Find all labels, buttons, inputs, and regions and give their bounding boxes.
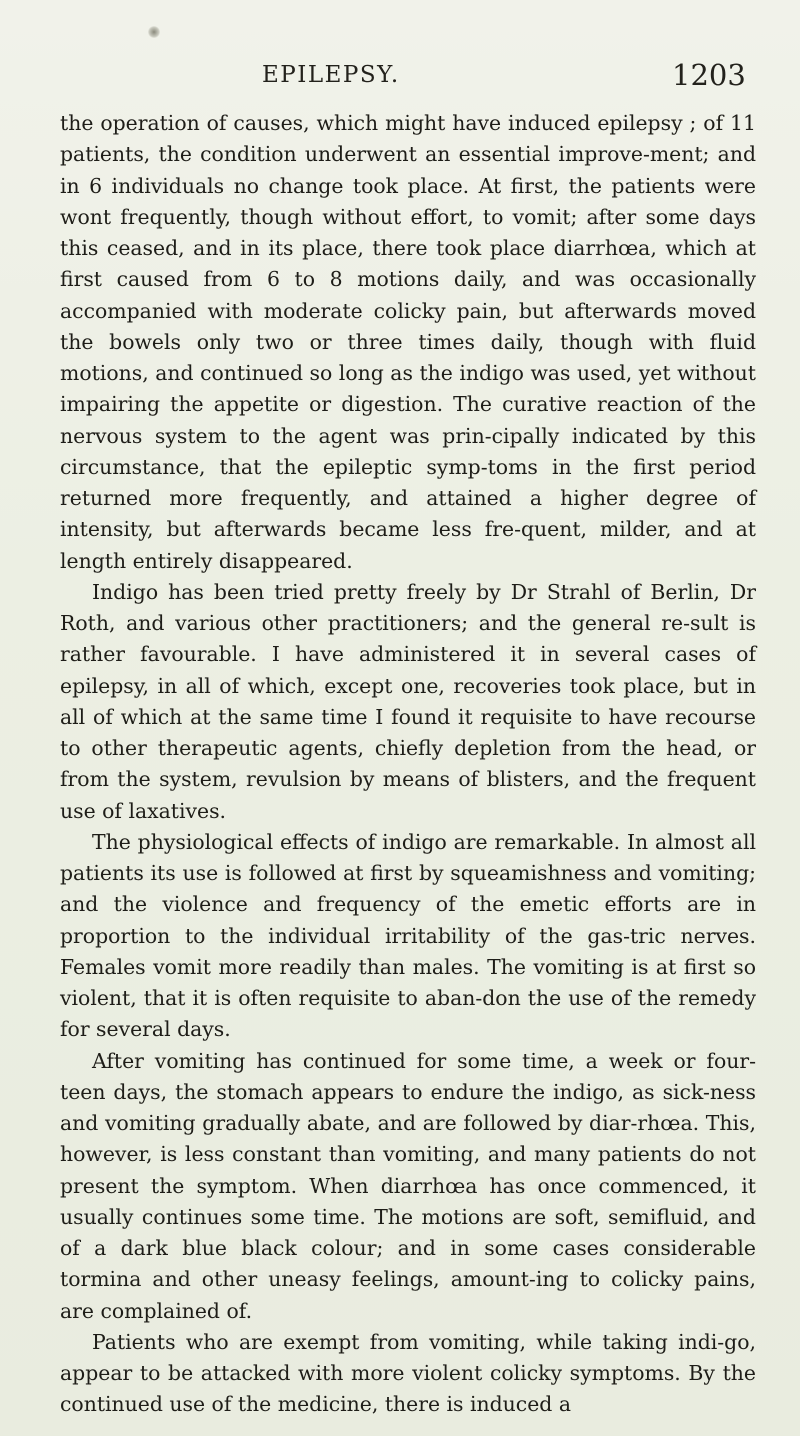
paragraph-continued: the operation of causes, which might have induced epilepsy ; of 11 patients, the condition underwent an essential improve-ment; and in 6 individuals no change took place. At first, the patients were wont frequently, though without effort, to vomit; after some days this ceased, and in its place, there took place diarrhœa, which at first caused from 6 to 8 motions daily, and was occasionally accompanied with moderate colicky pain, but afterwards moved the bowels only two or three times daily, though with fluid motions, and continued so long as the indigo was used, yet without impairing the appetite or digestion. The curative reaction of the nervous system to the agent was prin-cipally indicated by this circumstance, that the epileptic symp-toms in the first period returned more frequently, and attained a higher degree of intensity, but afterwards became less fre-quent, milder, and at length entirely disappeared.: [60, 111, 756, 573]
page-number: 1203: [672, 58, 746, 92]
ink-smudge: [148, 26, 160, 38]
paragraph-exempt-patients: Patients who are exempt from vomiting, while taking indi-go, appear to be attacked with more violent colicky symptoms. By the continued use of the medicine, there is induced a: [60, 1329, 756, 1417]
paragraph-indigo-trials: Indigo has been tried pretty freely by Dr Strahl of Berlin, Dr Roth, and various other practitioners; and the general re-sult is rather favourable. I have administered it in several cases of epilepsy, in all of which, except one, recoveries took place, but in all of which at the same time I found it requisite to have recourse to other therapeutic agents, chiefly depletion from the head, or from the system, revulsion by means of blisters, and the frequent use of laxatives.: [60, 579, 756, 823]
body-text: [60, 108, 756, 1421]
paragraph-after-vomiting: After vomiting has continued for some time, a week or four-teen days, the stomach appears to endure the indigo, as sick-ness and vomiting gradually abate, and are followed by diar-rhœa. This, however, is less constant than vomiting, and many patients do not present the symptom. When diarrhœa has once commenced, it usually continues some time. The motions are soft, semifluid, and of a dark blue black colour; and in some cases considerable tormina and other uneasy feelings, amount-ing to colicky pains, are complained of.: [60, 1048, 756, 1323]
running-head: [0, 56, 800, 96]
running-title: EPILEPSY.: [262, 62, 400, 88]
paragraph-physiological-effects: The physiological effects of indigo are remarkable. In almost all patients its use is followed at first by squeamishness and vomiting; and the violence and frequency of the emetic efforts are in proportion to the individual irritability of the gas-tric nerves. Females vomit more readily than males. The vomiting is at first so violent, that it is often requisite to aban-don the use of the remedy for several days.: [60, 829, 756, 1042]
